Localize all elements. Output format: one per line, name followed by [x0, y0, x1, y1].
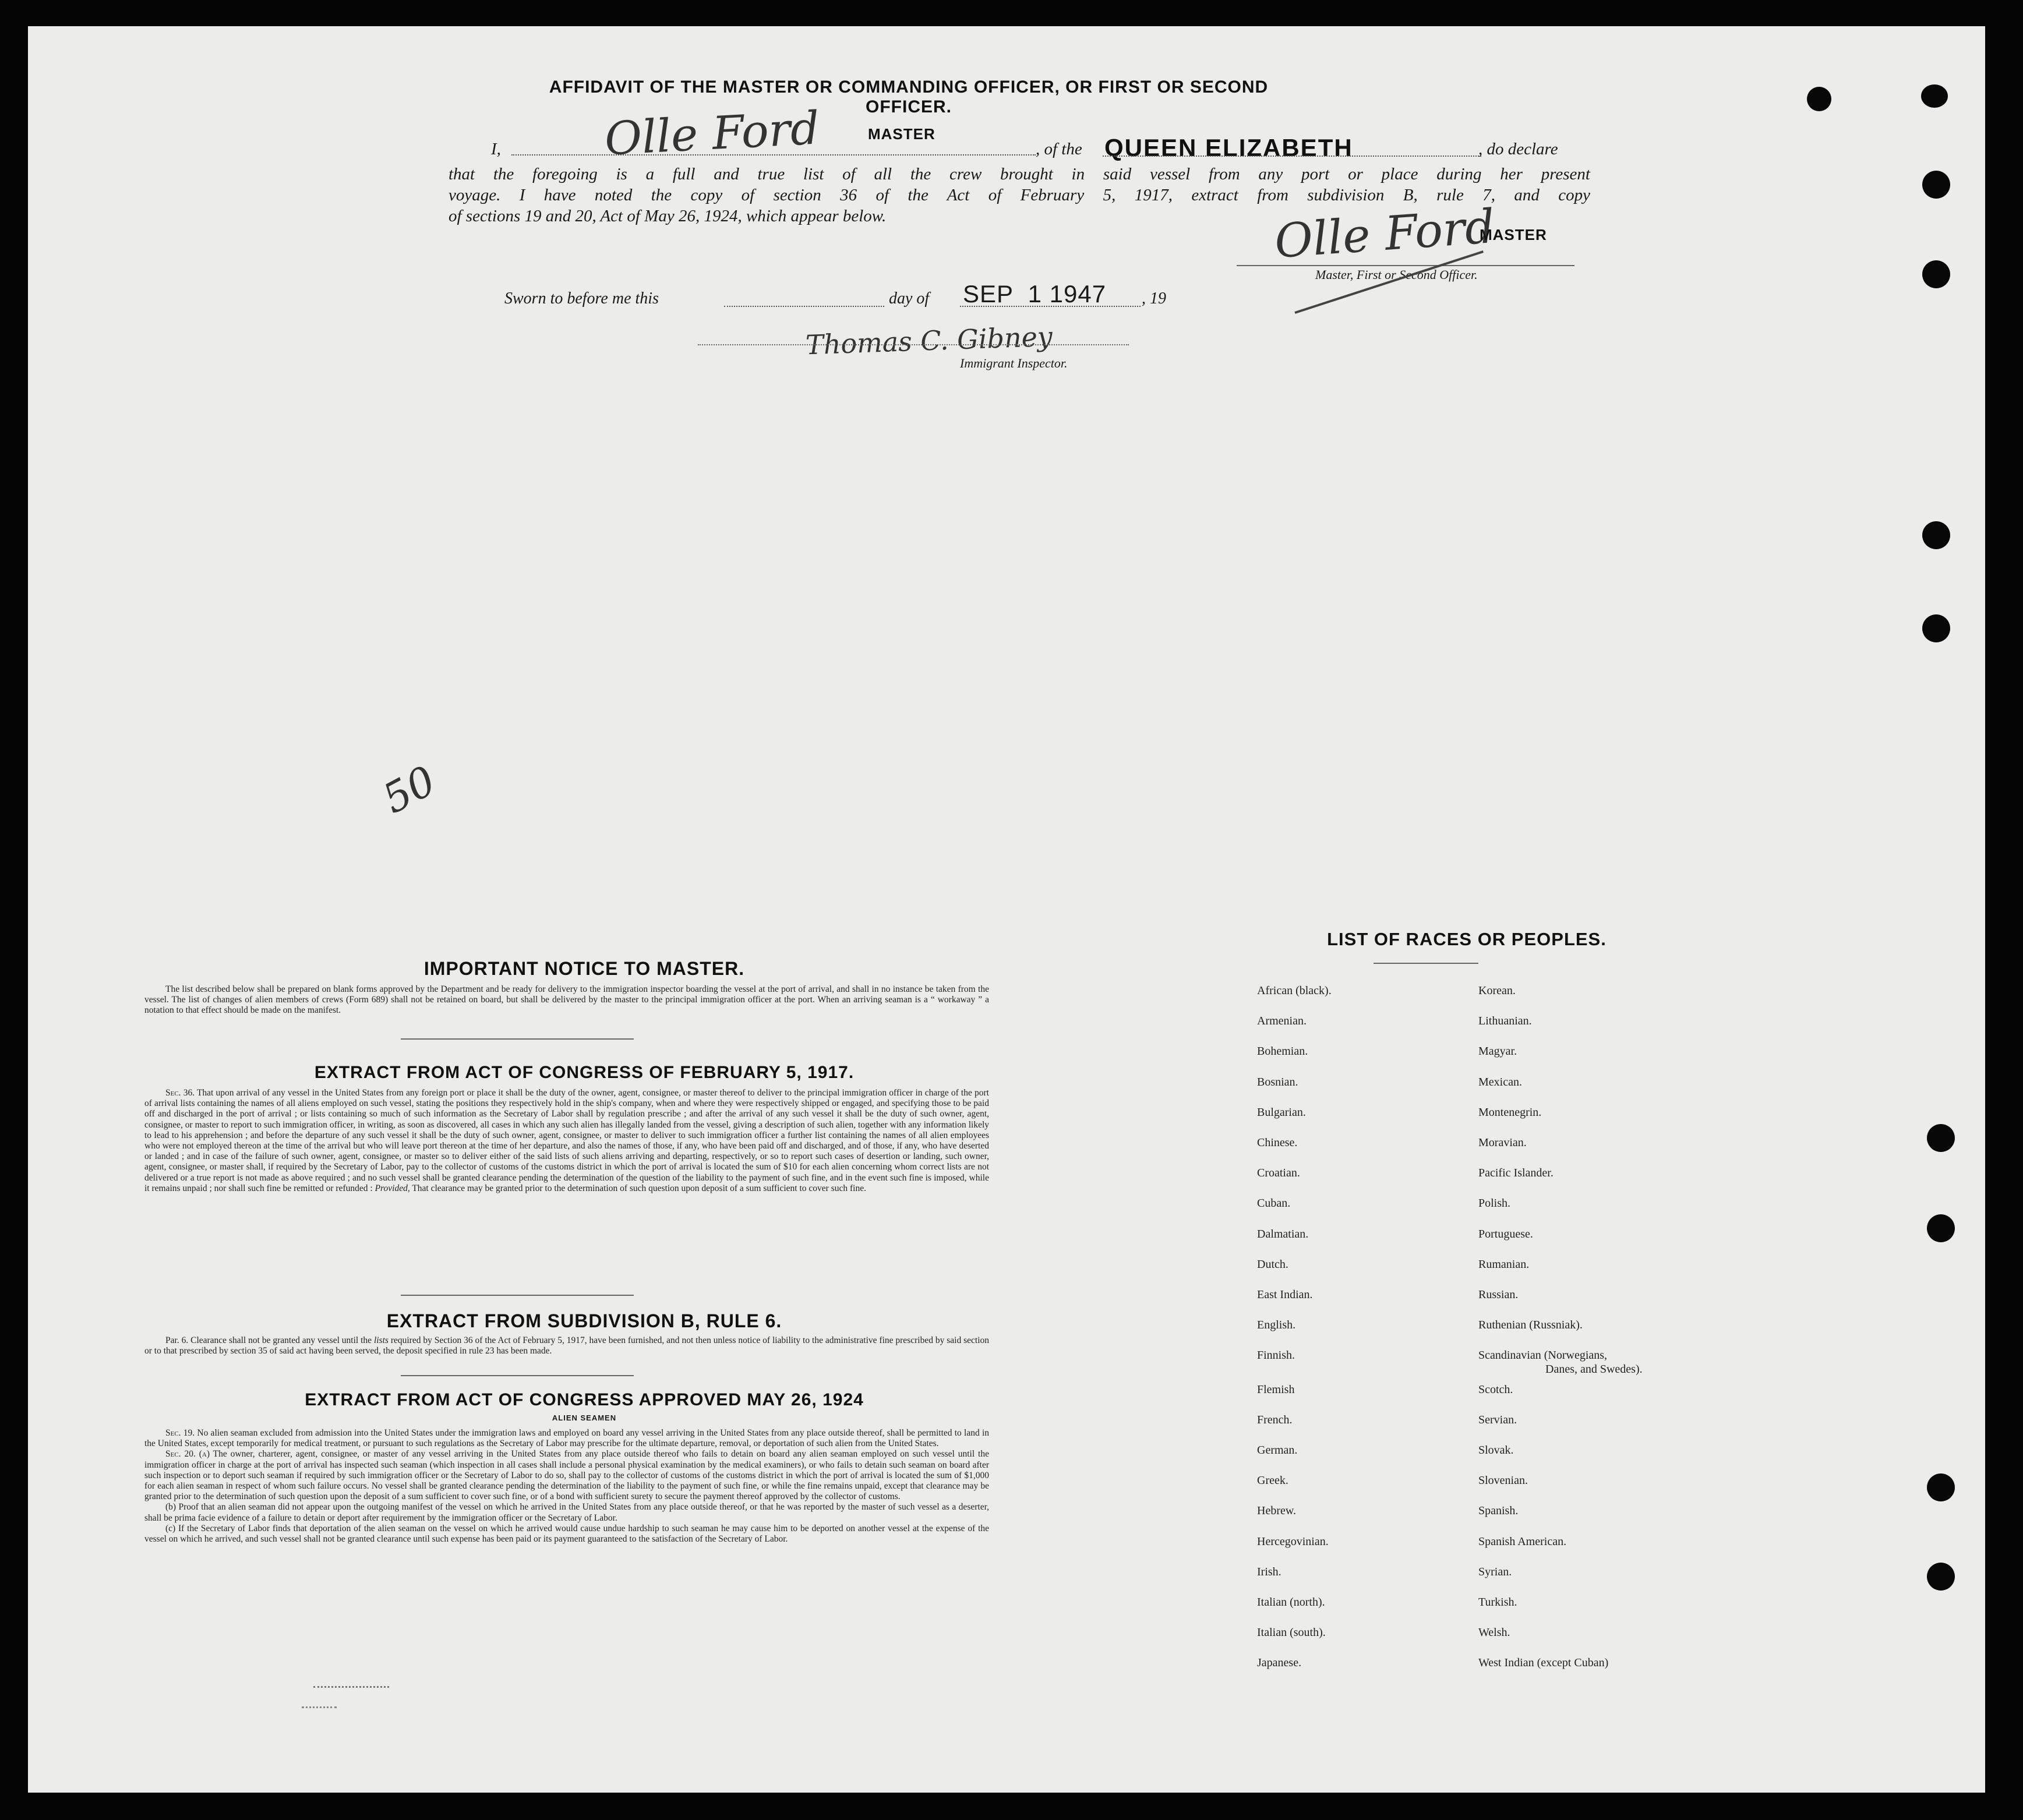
section-divider: [401, 1295, 634, 1296]
race-item: Finnish.: [1257, 1349, 1295, 1362]
section-divider: [401, 1038, 634, 1040]
officer-signature-line: [1237, 265, 1574, 266]
race-item: Mexican.: [1478, 1075, 1522, 1089]
rule-6-title: EXTRACT FROM SUBDIVISION B, RULE 6.: [386, 1310, 782, 1331]
of-the-label: , of the: [1036, 140, 1082, 158]
race-item: Spanish.: [1478, 1504, 1519, 1518]
rule-6-par-label: Par. 6.: [165, 1335, 189, 1345]
inspector-signature: Thomas C. Gibney: [805, 320, 1053, 361]
race-item: African (black).: [1257, 984, 1332, 997]
punch-hole: [1922, 171, 1950, 199]
punch-hole: [1927, 1124, 1955, 1152]
race-item: Pacific Islander.: [1478, 1167, 1554, 1180]
punch-hole: [1921, 84, 1948, 108]
race-item: Bohemian.: [1257, 1045, 1308, 1058]
section-36-paragraph: [144, 1088, 989, 1194]
do-declare-label: , do declare: [1478, 140, 1558, 158]
races-title-underline: [1374, 963, 1478, 964]
affidavit-title: AFFIDAVIT OF THE MASTER OR COMMANDING OFFICER, OR FIRST OR SECOND OFFICER.: [549, 77, 1269, 116]
race-item: Flemish: [1257, 1383, 1295, 1396]
section-20-label: Sec. 20. (a): [165, 1449, 210, 1459]
master-signature: Olle Ford: [603, 102, 821, 166]
race-item: Polish.: [1478, 1197, 1511, 1210]
section-20-text: The owner, charterer, agent, consignee, or master of any vessel arriving in the United States from any place outside thereof who fails to detain on board any alien seaman employed on such vessel until the immigration officer in charge at the port of arrival has inspected such seaman (which inspection in all cases shall include a personal physical examination by the medical examiners), or who fails to detain such seaman on board after such inspection or to deport such seaman if required by such immigration officer or the Secretary of Labor to do so, shall pay to the collector of customs of the customs district in which the port of arrival is located the sum of $1,000 for each alien seaman in respect of whom such failure occurs. No vessel shall be granted clearance pending the determination of the liability to the payment of such fine, or while the fine remains unpaid, except that clearance may be granted prior to the determination of such question upon the deposit of a sum sufficient to cover such fine, or of a bond with sufficient surety to secure the payment thereof approved by the collector of customs.: [144, 1449, 989, 1502]
section-divider: [401, 1375, 634, 1376]
rule-6-paragraph: [144, 1335, 989, 1356]
race-item: East Indian.: [1257, 1288, 1313, 1301]
extract-1917-title: EXTRACT FROM ACT OF CONGRESS OF FEBRUARY 5, 1917.: [314, 1063, 855, 1082]
officer-signature: Olle Ford: [1273, 199, 1497, 269]
race-item: German.: [1257, 1444, 1298, 1457]
race-item: Spanish American.: [1478, 1535, 1567, 1548]
affidavit-line-2: voyage. I have noted the copy of section 36 of the Act of February 5, 1917, extract from subdivision B, rule 7, and copy: [449, 186, 1590, 204]
officer-caption: Master, First or Second Officer.: [1315, 267, 1478, 282]
race-item: English.: [1257, 1319, 1296, 1332]
race-item: West Indian (except Cuban): [1478, 1656, 1609, 1670]
race-item: Italian (north).: [1257, 1596, 1325, 1609]
race-item: Korean.: [1478, 984, 1516, 997]
scan-speck: [302, 1706, 337, 1726]
race-item: Scotch.: [1478, 1383, 1513, 1396]
proviso-word: Provided,: [375, 1183, 410, 1193]
sworn-label: Sworn to before me this: [504, 289, 659, 308]
section-19-text: No alien seaman excluded from admission into the United States under the immigration laws and employed on board any vessel arriving in the United States from any place outside thereof, shall be permitted to land in the United States, except temporarily for medical treatment, or pursuant to such regulations as the Secretary of Labor may prescribe for the ultimate departure, removal, or deportation of such alien from the United States.: [144, 1428, 989, 1449]
inspector-caption: Immigrant Inspector.: [960, 356, 1068, 370]
race-item: Slovak.: [1478, 1444, 1514, 1457]
extract-1924-subtitle: ALIEN SEAMEN: [552, 1413, 617, 1422]
race-item: Bosnian.: [1257, 1075, 1298, 1089]
race-item: Croatian.: [1257, 1167, 1300, 1180]
section-20-paragraph: [144, 1449, 989, 1502]
race-item: Lithuanian.: [1478, 1015, 1532, 1028]
notice-body: [144, 984, 989, 1016]
race-item: Servian.: [1478, 1413, 1517, 1426]
extract-1917-body: [144, 1088, 989, 1194]
race-item: Welsh.: [1478, 1626, 1510, 1639]
master-stamp: MASTER: [868, 125, 935, 143]
inspector-signature-line: [698, 344, 1129, 345]
punch-hole: [1927, 1563, 1955, 1591]
race-item: Moravian.: [1478, 1136, 1527, 1149]
punch-hole: [1922, 260, 1950, 288]
punch-hole: [1927, 1214, 1955, 1242]
affidavit-line-3: of sections 19 and 20, Act of May 26, 1924, which appear below.: [449, 207, 887, 225]
day-of-label: day of: [889, 289, 930, 308]
race-item: Dutch.: [1257, 1257, 1288, 1271]
section-20-c-paragraph: (c) If the Secretary of Labor finds that deportation of the alien seaman on the vessel on which he arrived would cause undue hardship to such seaman he may cause him to be deported on another vessel at the expense of the vessel on which he arrived, and such vessel shall not be granted clearance until such expense has been paid or its payment guaranteed to the satisfaction of the Secretary of Labor.: [144, 1523, 989, 1545]
race-item: Portuguese.: [1478, 1227, 1533, 1241]
race-item: French.: [1257, 1413, 1293, 1426]
notice-title: IMPORTANT NOTICE TO MASTER.: [423, 958, 745, 979]
races-title: LIST OF RACES OR PEOPLES.: [1327, 929, 1607, 949]
race-item-continuation: Danes, and Swedes).: [1545, 1363, 1643, 1376]
race-item: Armenian.: [1257, 1015, 1307, 1028]
rule-6-body: [144, 1335, 989, 1356]
race-item: Chinese.: [1257, 1136, 1298, 1149]
officer-stamp: MASTER: [1480, 226, 1547, 243]
date-line: [960, 306, 1141, 307]
affidavit-line-1: that the foregoing is a full and true list of all the crew brought in said vessel from any port or place during her present: [449, 165, 1590, 183]
section-20-b-paragraph: (b) Proof that an alien seaman did not appear upon the outgoing manifest of the vessel on which he arrived in the United States from any place outside thereof, or that he was reported by the master of such vessel as a deserter, shall be prima facie evidence of a failure to detain or deport after requirement by the immigration officer or the Secretary of Labor.: [144, 1502, 989, 1523]
document-page: [28, 26, 1985, 1793]
race-item: Rumanian.: [1478, 1257, 1530, 1271]
vessel-name-line: [1103, 156, 1481, 157]
notice-paragraph: The list described below shall be prepared on blank forms approved by the Department and be ready for delivery to the immigration inspector boarding the vessel at the port of arrival, and shall in no instance be taken from the vessel. The list of changes of alien members of crews (Form 689) shall not be retained on board, but shall be delivered by the master to the principal immigration officer at the port. When an arriving seaman is a “ workaway ” a notation to that effect should be made on the manifest.: [144, 984, 989, 1016]
race-item: Turkish.: [1478, 1596, 1517, 1609]
race-item: Italian (south).: [1257, 1626, 1326, 1639]
date-stamp: SEP 1 1947: [963, 280, 1107, 308]
race-item: Greek.: [1257, 1474, 1288, 1487]
punch-hole: [1922, 614, 1950, 642]
race-item: Montenegrin.: [1478, 1105, 1542, 1119]
race-item: Magyar.: [1478, 1045, 1517, 1058]
race-item: Hebrew.: [1257, 1504, 1297, 1518]
punch-hole: [1807, 87, 1831, 111]
race-item: Japanese.: [1257, 1656, 1302, 1670]
race-item: Irish.: [1257, 1565, 1281, 1578]
race-item: Bulgarian.: [1257, 1105, 1306, 1119]
sworn-day-line: [724, 306, 884, 307]
section-36-text: That upon arrival of any vessel in the United States from any foreign port or place it shall be the duty of the owner, agent, consignee, or master thereof to deliver to the principal immigration officer in charge of the port of arrival lists containing the names of all aliens employed on such vessel, stating the positions they respectively hold in the ship's company, when and where they were respectively shipped or engaged, and specifying those to be paid off and discharged in the port of arrival ; or lists containing so much of such information as the Secretary of Labor shall by regulation prescribe ; and after the arrival of any such vessel it shall be the duty of such owner, agent, consignee, or master to report to such immigration officer, in writing, as soon as discovered, all cases in which any such alien has illegally landed from the vessel, giving a description of such alien, together with any information likely to lead to his apprehension ; and before the departure of any such vessel it shall be the duty of such owner, agent, consignee, or master to deliver to such immigration officer a further list containing the names of all alien employees who were not employed thereon at the time of the arrival but who will leave port thereon at the time of her departure, and also the names of those, if any, who have been paid off and discharged, and of those, if any, who have deserted or landed ; and in case of the failure of such owner, agent, consignee, or master so to deliver either of the said lists of such aliens arriving and departing, respectively, or so to report such cases of desertion or landing, such owner, agent, consignee, or master shall, if required by the Secretary of Labor, pay to the collector of customs of the customs district in which the port of arrival is located the sum of $10 for each alien concerning whom correct lists are not delivered or a true report is not made as above required ; and no such vessel shall be granted clearance pending the determination of the question of the liability to the payment of such fine, and in the event such fine is imposed, while it remains unpaid ; nor shall such fine be remitted or refunded :: [144, 1088, 989, 1193]
proviso-text: That clearance may be granted prior to the determination of such question upon deposit of a sum sufficient to cover such fine.: [412, 1183, 866, 1193]
race-item: Ruthenian (Russniak).: [1478, 1319, 1583, 1332]
punch-hole: [1922, 521, 1950, 549]
race-item: Cuban.: [1257, 1197, 1291, 1210]
section-19-label: Sec. 19.: [165, 1428, 195, 1438]
affidavit-i: I,: [491, 140, 501, 158]
rule-6-text-b: required by Section 36 of the Act of February 5, 1917, have been furnished, and not then unless notice of liability to the administrative fine prescribed by said section or to that prescribed by section 35 of said act having been served, the deposit specified in rule 23 has been made.: [144, 1335, 990, 1356]
race-item: Syrian.: [1478, 1565, 1512, 1578]
race-item: Scandinavian (Norwegians,: [1478, 1349, 1608, 1362]
section-36-label: Sec. 36.: [165, 1088, 195, 1098]
extract-1924-title: EXTRACT FROM ACT OF CONGRESS APPROVED MAY 26, 1924: [305, 1390, 864, 1409]
rule-6-text-a: Clearance shall not be granted any vessel until the: [190, 1335, 372, 1345]
vessel-name: QUEEN ELIZABETH: [1104, 134, 1353, 161]
rule-6-lists-word: lists: [373, 1335, 389, 1345]
race-item: Slovenian.: [1478, 1474, 1528, 1487]
race-item: Dalmatian.: [1257, 1227, 1309, 1241]
section-19-paragraph: [144, 1428, 989, 1449]
extract-1924-body: [144, 1428, 989, 1545]
race-item: Hercegovinian.: [1257, 1535, 1329, 1548]
punch-hole: [1927, 1473, 1955, 1501]
year-suffix: , 19: [1142, 289, 1166, 308]
race-item: Russian.: [1478, 1288, 1519, 1301]
margin-note: 50: [375, 756, 444, 824]
